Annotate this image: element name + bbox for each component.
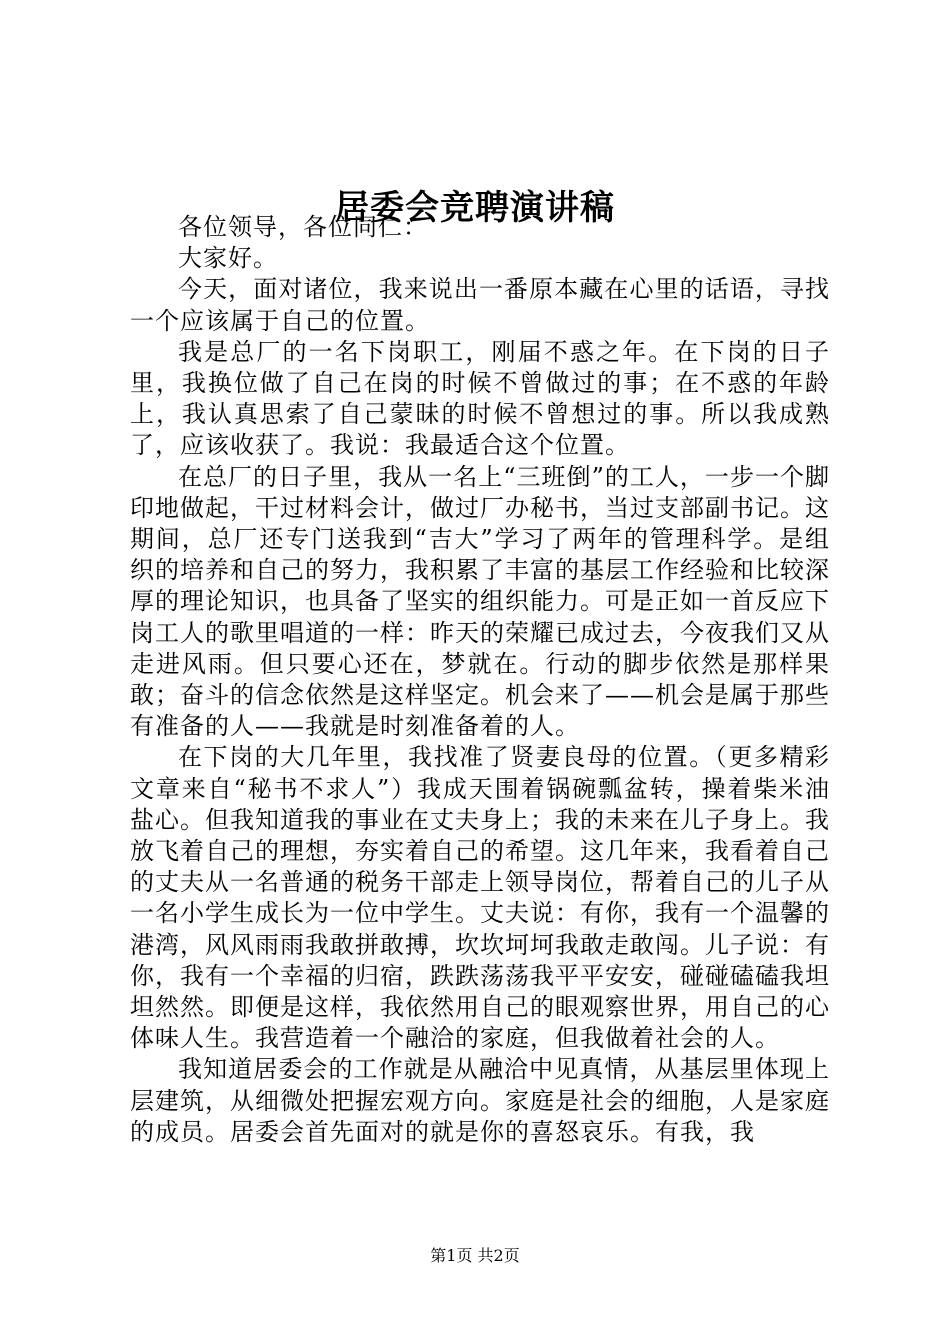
body-paragraph: 我是总厂的一名下岗职工，刚届不惑之年。在下岗的日子里，我换位做了自己在岗的时候不曾做过的事；在不惑的年龄上，我认真思索了自己蒙昧的时候不曾想过的事。所以我成熟了，应该收获了。我说：我最适合这个位置。 <box>130 337 830 460</box>
body-paragraph: 在下岗的大几年里，我找准了贤妻良母的位置。（更多精彩文章来自“秘书不求人”）我成天围着锅碗瓢盆转，操着柴米油盐心。但我知道我的事业在丈夫身上；我的未来在儿子身上。我放飞着自己的理想，夯实着自己的希望。这几年来，我看着自己的丈夫从一名普通的税务干部走上领导岗位，帮着自己的儿子从一名小学生成长为一位中学生。丈夫说：有你，我有一个温馨的港湾，风风雨雨我敢拼敢搏，坎坎坷坷我敢走敢闯。儿子说：有你，我有一个幸福的归宿，跌跌荡荡我平平安安，碰碰磕磕我坦坦然然。即便是这样，我依然用自己的眼观察世界，用自己的心体味人生。我营造着一个融洽的家庭，但我做着社会的人。 <box>130 743 830 1053</box>
document-body <box>130 212 830 1148</box>
body-paragraph: 今天，面对诸位，我来说出一番原本藏在心里的话语，寻找一个应该属于自己的位置。 <box>130 275 830 335</box>
greeting-paragraph: 大家好。 <box>178 244 278 273</box>
salutation-paragraph: 各位领导，各位同仁： <box>178 213 428 241</box>
page-number-footer: 第1页 共2页 <box>430 1246 520 1265</box>
document-title: 居委会竞聘演讲稿 <box>335 188 615 228</box>
body-paragraph: 在总厂的日子里，我从一名上“三班倒”的工人，一步一个脚印地做起，干过材料会计，做过厂办秘书，当过支部副书记。这期间，总厂还专门送我到“吉大”学习了两年的管理科学。是组织的培养和自己的努力，我积累了丰富的基层工作经验和比较深厚的理论知识，也具备了坚实的组织能力。可是正如一首反应下岗工人的歌里唱道的一样：昨天的荣耀已成过去，今夜我们又从走进风雨。但只要心还在，梦就在。行动的脚步依然是那样果敢；奋斗的信念依然是这样坚定。机会来了——机会是属于那些有准备的人——我就是时刻准备着的人。 <box>130 462 830 741</box>
body-paragraph: 我知道居委会的工作就是从融洽中见真情，从基层里体现上层建筑，从细微处把握宏观方向。家庭是社会的细胞，人是家庭的成员。居委会首先面对的就是你的喜怒哀乐。有我，我 <box>130 1055 830 1146</box>
